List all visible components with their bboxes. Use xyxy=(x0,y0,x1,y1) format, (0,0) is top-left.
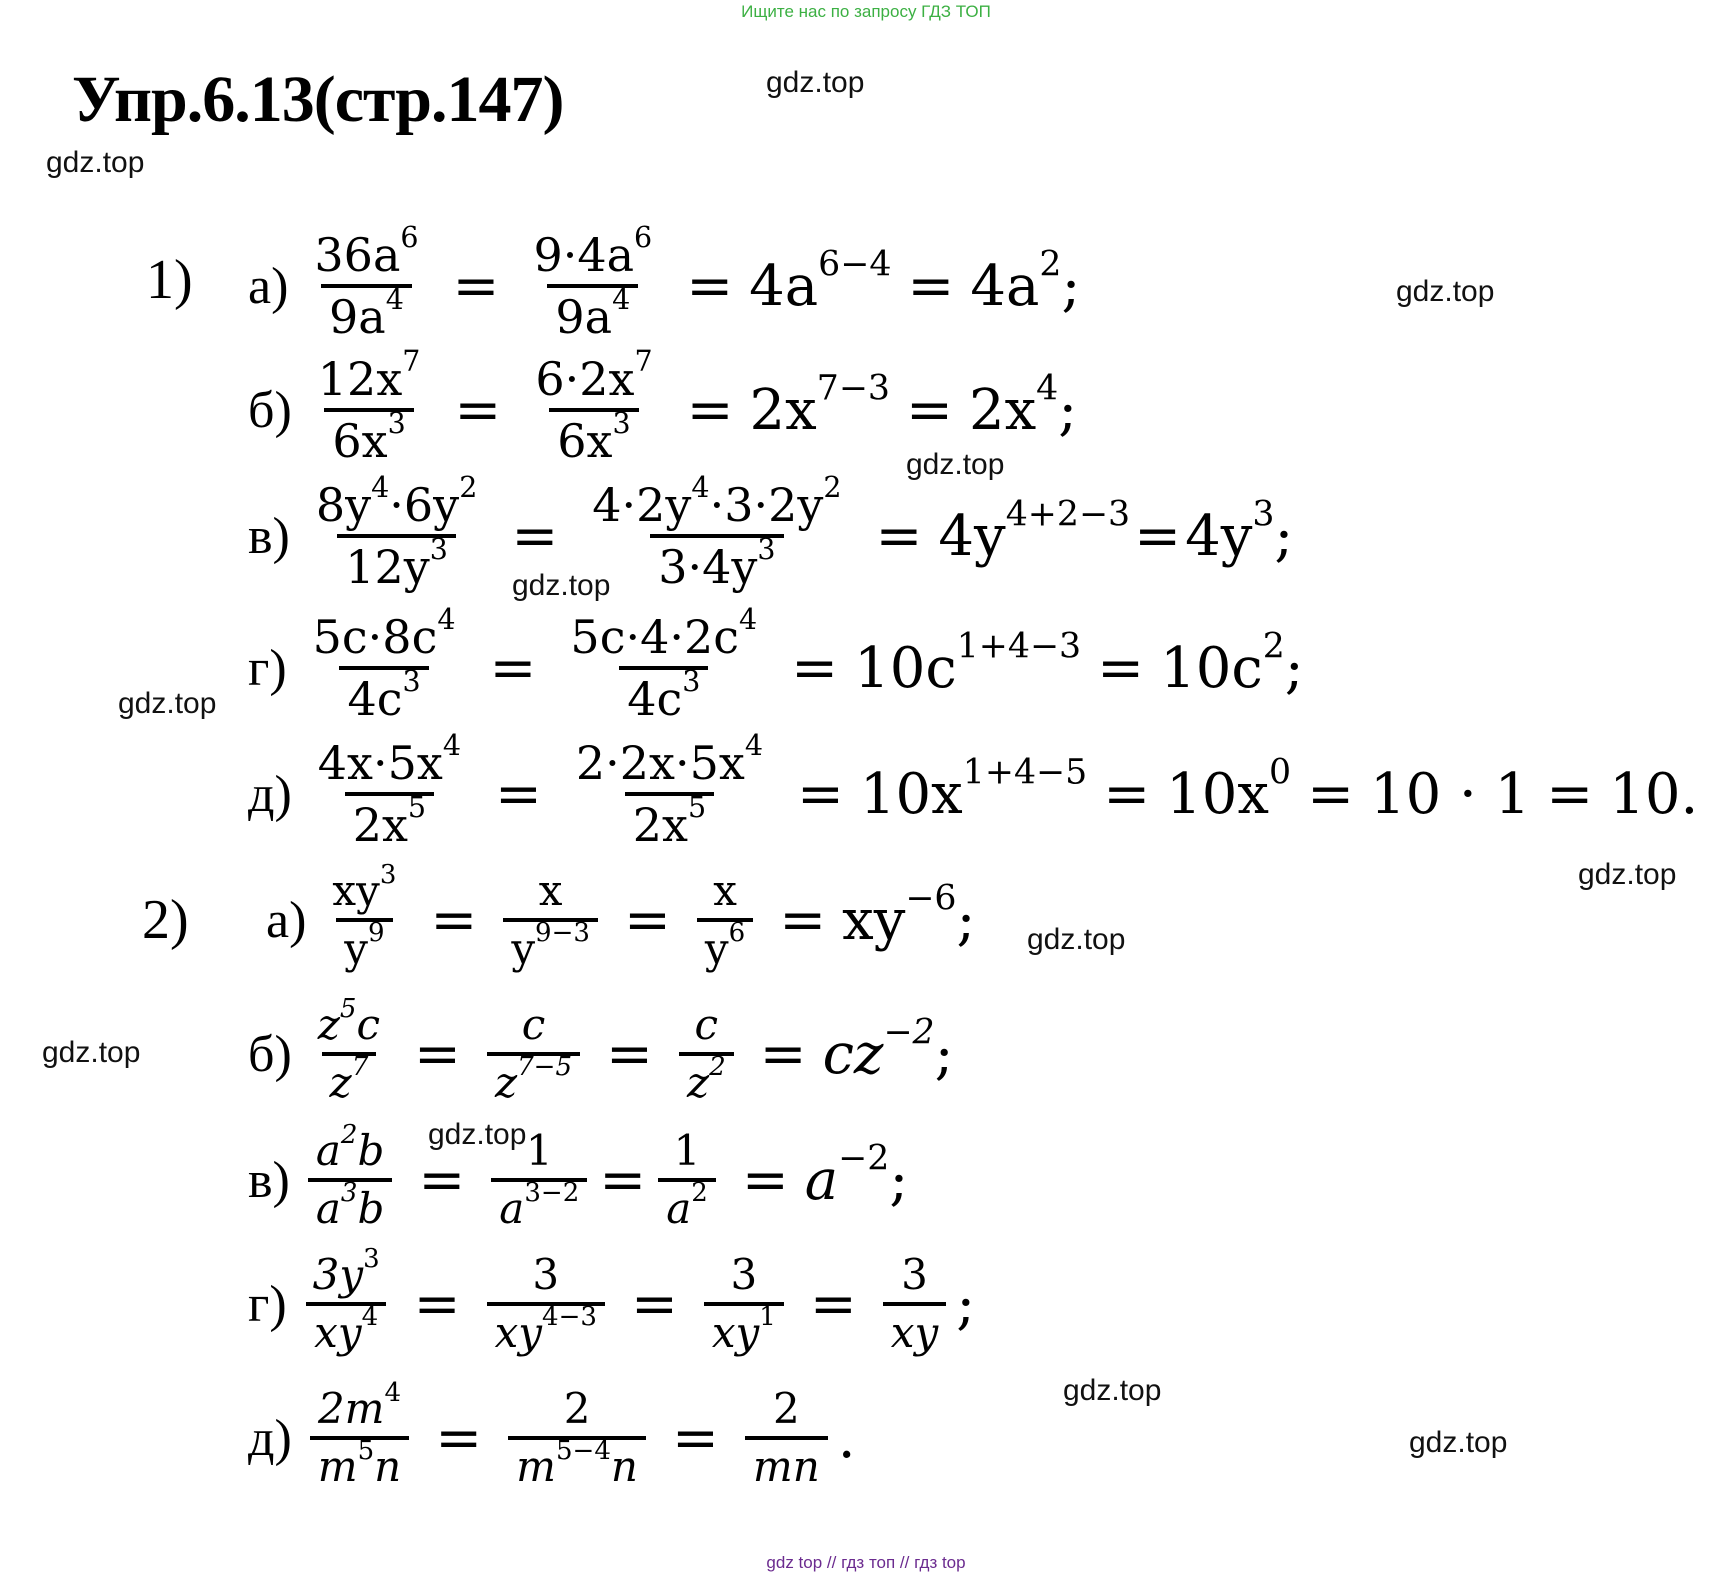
result: $2x^{7-3}$ xyxy=(749,368,891,443)
watermark: gdz.top xyxy=(42,1036,141,1069)
row-label: в) xyxy=(248,507,290,565)
watermark: gdz.top xyxy=(1409,1426,1508,1459)
result: $cz^{-2}$; xyxy=(822,1012,954,1087)
result: $10x^{1+4-5}$ xyxy=(859,752,1088,827)
result: $2x^4$; xyxy=(968,368,1078,443)
fraction: $\frac{1}{a^2}$ xyxy=(658,1130,716,1230)
watermark: gdz.top xyxy=(1063,1374,1162,1407)
part2-row-d: д) $\frac{2m^4}{m^5n}$ = $\frac{2}{m^{5-4}n}$ = $\frac{2}{mn}$ . xyxy=(248,1377,856,1491)
result: $10c^{1+4-3}$ xyxy=(854,626,1082,701)
part2-row-b: б) $\frac{z^5c}{z^7}$ = $\frac{c}{z^{7-5}}$ = $\frac{c}{z^2}$ = $cz^{-2}$; xyxy=(248,993,954,1107)
result: $xy^{-6}$; xyxy=(842,878,976,953)
watermark: gdz.top xyxy=(46,146,145,179)
part2-row-a: а) $\frac{xy^3}{y^9}$ = $\frac{x}{y^{9-3}}$ = $\frac{x}{y^6}$ = $xy^{-6}$; xyxy=(266,859,976,973)
fraction: $\frac{5c\cdot 8c^4}{4c^3}$ xyxy=(312,602,456,726)
part1-label: 1) xyxy=(146,249,193,311)
part1-row-a: а) $\frac{36a^6}{9a^4}$ = $\frac{9\cdot 4a^6}{9a^4}$ = $4a^{6-4}$ = $4a^2$; xyxy=(248,220,1081,344)
watermark: gdz.top xyxy=(118,687,217,720)
fraction: $\frac{3}{xy^1}$ xyxy=(704,1254,784,1354)
result: $10c^2$; xyxy=(1160,626,1304,701)
fraction: $\frac{6\cdot 2x^7}{6x^3}$ xyxy=(535,344,653,468)
part2-row-g: г) $\frac{3y^3}{xy^4}$ = $\frac{3}{xy^{4-3}}$ = $\frac{3}{xy^1}$ = $\frac{3}{xy}$ ; xyxy=(248,1243,976,1357)
result: 10 · 1 xyxy=(1370,761,1531,827)
row-label: д) xyxy=(248,1409,292,1467)
fraction: $\frac{8y^4\cdot 6y^2}{12y^3}$ xyxy=(315,470,478,594)
result: $4a^2$; xyxy=(970,244,1081,319)
row-label: б) xyxy=(248,1025,292,1083)
fraction: $\frac{3}{xy^{4-3}}$ xyxy=(487,1254,605,1354)
watermark: gdz.top xyxy=(906,448,1005,481)
part1-row-b: б) $\frac{12x^7}{6x^3}$ = $\frac{6\cdot 2x^7}{6x^3}$ = $2x^{7-3}$ = $2x^4$; xyxy=(248,344,1078,468)
part2-label: 2) xyxy=(142,889,189,951)
fraction: $\frac{xy^3}{y^9}$ xyxy=(332,859,397,973)
fraction: $\frac{z^5c}{z^7}$ xyxy=(317,993,381,1107)
result: $4y^{4+2-3}$ xyxy=(938,494,1131,569)
part1-row-g: г) $\frac{5c\cdot 8c^4}{4c^3}$ = $\frac{5c\cdot 4\cdot 2c^4}{4c^3}$ = $10c^{1+4-3}$ = $10c^2$; xyxy=(248,602,1304,726)
fraction: $\frac{4\cdot 2y^4\cdot 3\cdot 2y^2}{3\cdot 4y^3}$ xyxy=(592,470,842,594)
result: $a^{-2}$; xyxy=(804,1138,909,1213)
row-label: а) xyxy=(248,257,289,315)
part2-row-v: в) $\frac{a^2b}{a^3b}$ = $\frac{1}{a^{3-2}}$ = $\frac{1}{a^2}$ = $a^{-2}$; xyxy=(248,1119,909,1233)
fraction: $\frac{c}{z^2}$ xyxy=(679,1004,734,1104)
result: $4y^3$; xyxy=(1185,494,1294,569)
row-label: д) xyxy=(248,765,292,823)
row-label: в) xyxy=(248,1151,290,1209)
result: 10. xyxy=(1609,761,1699,827)
row-label: г) xyxy=(248,639,287,697)
fraction: $\frac{x}{y^6}$ xyxy=(697,870,753,970)
fraction: $\frac{2}{mn}$ xyxy=(745,1388,828,1488)
fraction: $\frac{x}{y^{9-3}}$ xyxy=(503,870,598,970)
fraction: $\frac{3}{xy}$ xyxy=(883,1254,946,1354)
fraction: $\frac{4x\cdot 5x^4}{2x^5}$ xyxy=(317,728,461,852)
fraction: $\frac{12x^7}{6x^3}$ xyxy=(317,344,421,468)
top-banner: Ищите нас по запросу ГДЗ ТОП xyxy=(741,2,991,21)
fraction: $\frac{5c\cdot 4\cdot 2c^4}{4c^3}$ xyxy=(570,602,758,726)
result: $4a^{6-4}$ xyxy=(749,244,892,319)
row-label: а) xyxy=(266,891,307,949)
fraction: $\frac{9\cdot 4a^6}{9a^4}$ xyxy=(533,220,653,344)
fraction: $\frac{c}{z^{7-5}}$ xyxy=(487,1004,580,1104)
result: $10x^0$ xyxy=(1166,752,1292,827)
fraction: $\frac{36a^6}{9a^4}$ xyxy=(314,220,419,344)
fraction: $\frac{1}{a^{3-2}}$ xyxy=(491,1130,587,1230)
fraction: $\frac{2}{m^{5-4}n}$ xyxy=(508,1388,646,1488)
fraction: $\frac{3y^3}{xy^4}$ xyxy=(305,1254,388,1354)
row-label: б) xyxy=(248,381,292,439)
watermark: gdz.top xyxy=(766,66,865,99)
part1-row-d: д) $\frac{4x\cdot 5x^4}{2x^5}$ = $\frac{2\cdot 2x\cdot 5x^4}{2x^5}$ = $10x^{1+4-5}$ = $10x^0$ = 10 · 1 = 10. xyxy=(248,728,1699,852)
watermark: gdz.top xyxy=(1027,923,1126,956)
row-label: г) xyxy=(248,1275,287,1333)
watermark: gdz.top xyxy=(1578,858,1677,891)
part1-row-v: в) $\frac{8y^4\cdot 6y^2}{12y^3}$ = $\frac{4\cdot 2y^4\cdot 3\cdot 2y^2}{3\cdot 4y^3}$ = $4y^{4+2-3}$ = $4y^3$; xyxy=(248,470,1294,594)
fraction: $\frac{2m^4}{m^5n}$ xyxy=(310,1388,409,1488)
watermark: gdz.top xyxy=(512,569,611,602)
watermark: gdz.top xyxy=(1396,275,1495,308)
fraction: $\frac{a^2b}{a^3b}$ xyxy=(308,1130,393,1230)
page-title: Упр.6.13(стр.147) xyxy=(72,63,564,136)
watermark: gdz.top xyxy=(428,1118,527,1151)
fraction: $\frac{2\cdot 2x\cdot 5x^4}{2x^5}$ xyxy=(575,728,763,852)
footer-links: gdz top // гдз топ // гдз top xyxy=(766,1553,966,1572)
